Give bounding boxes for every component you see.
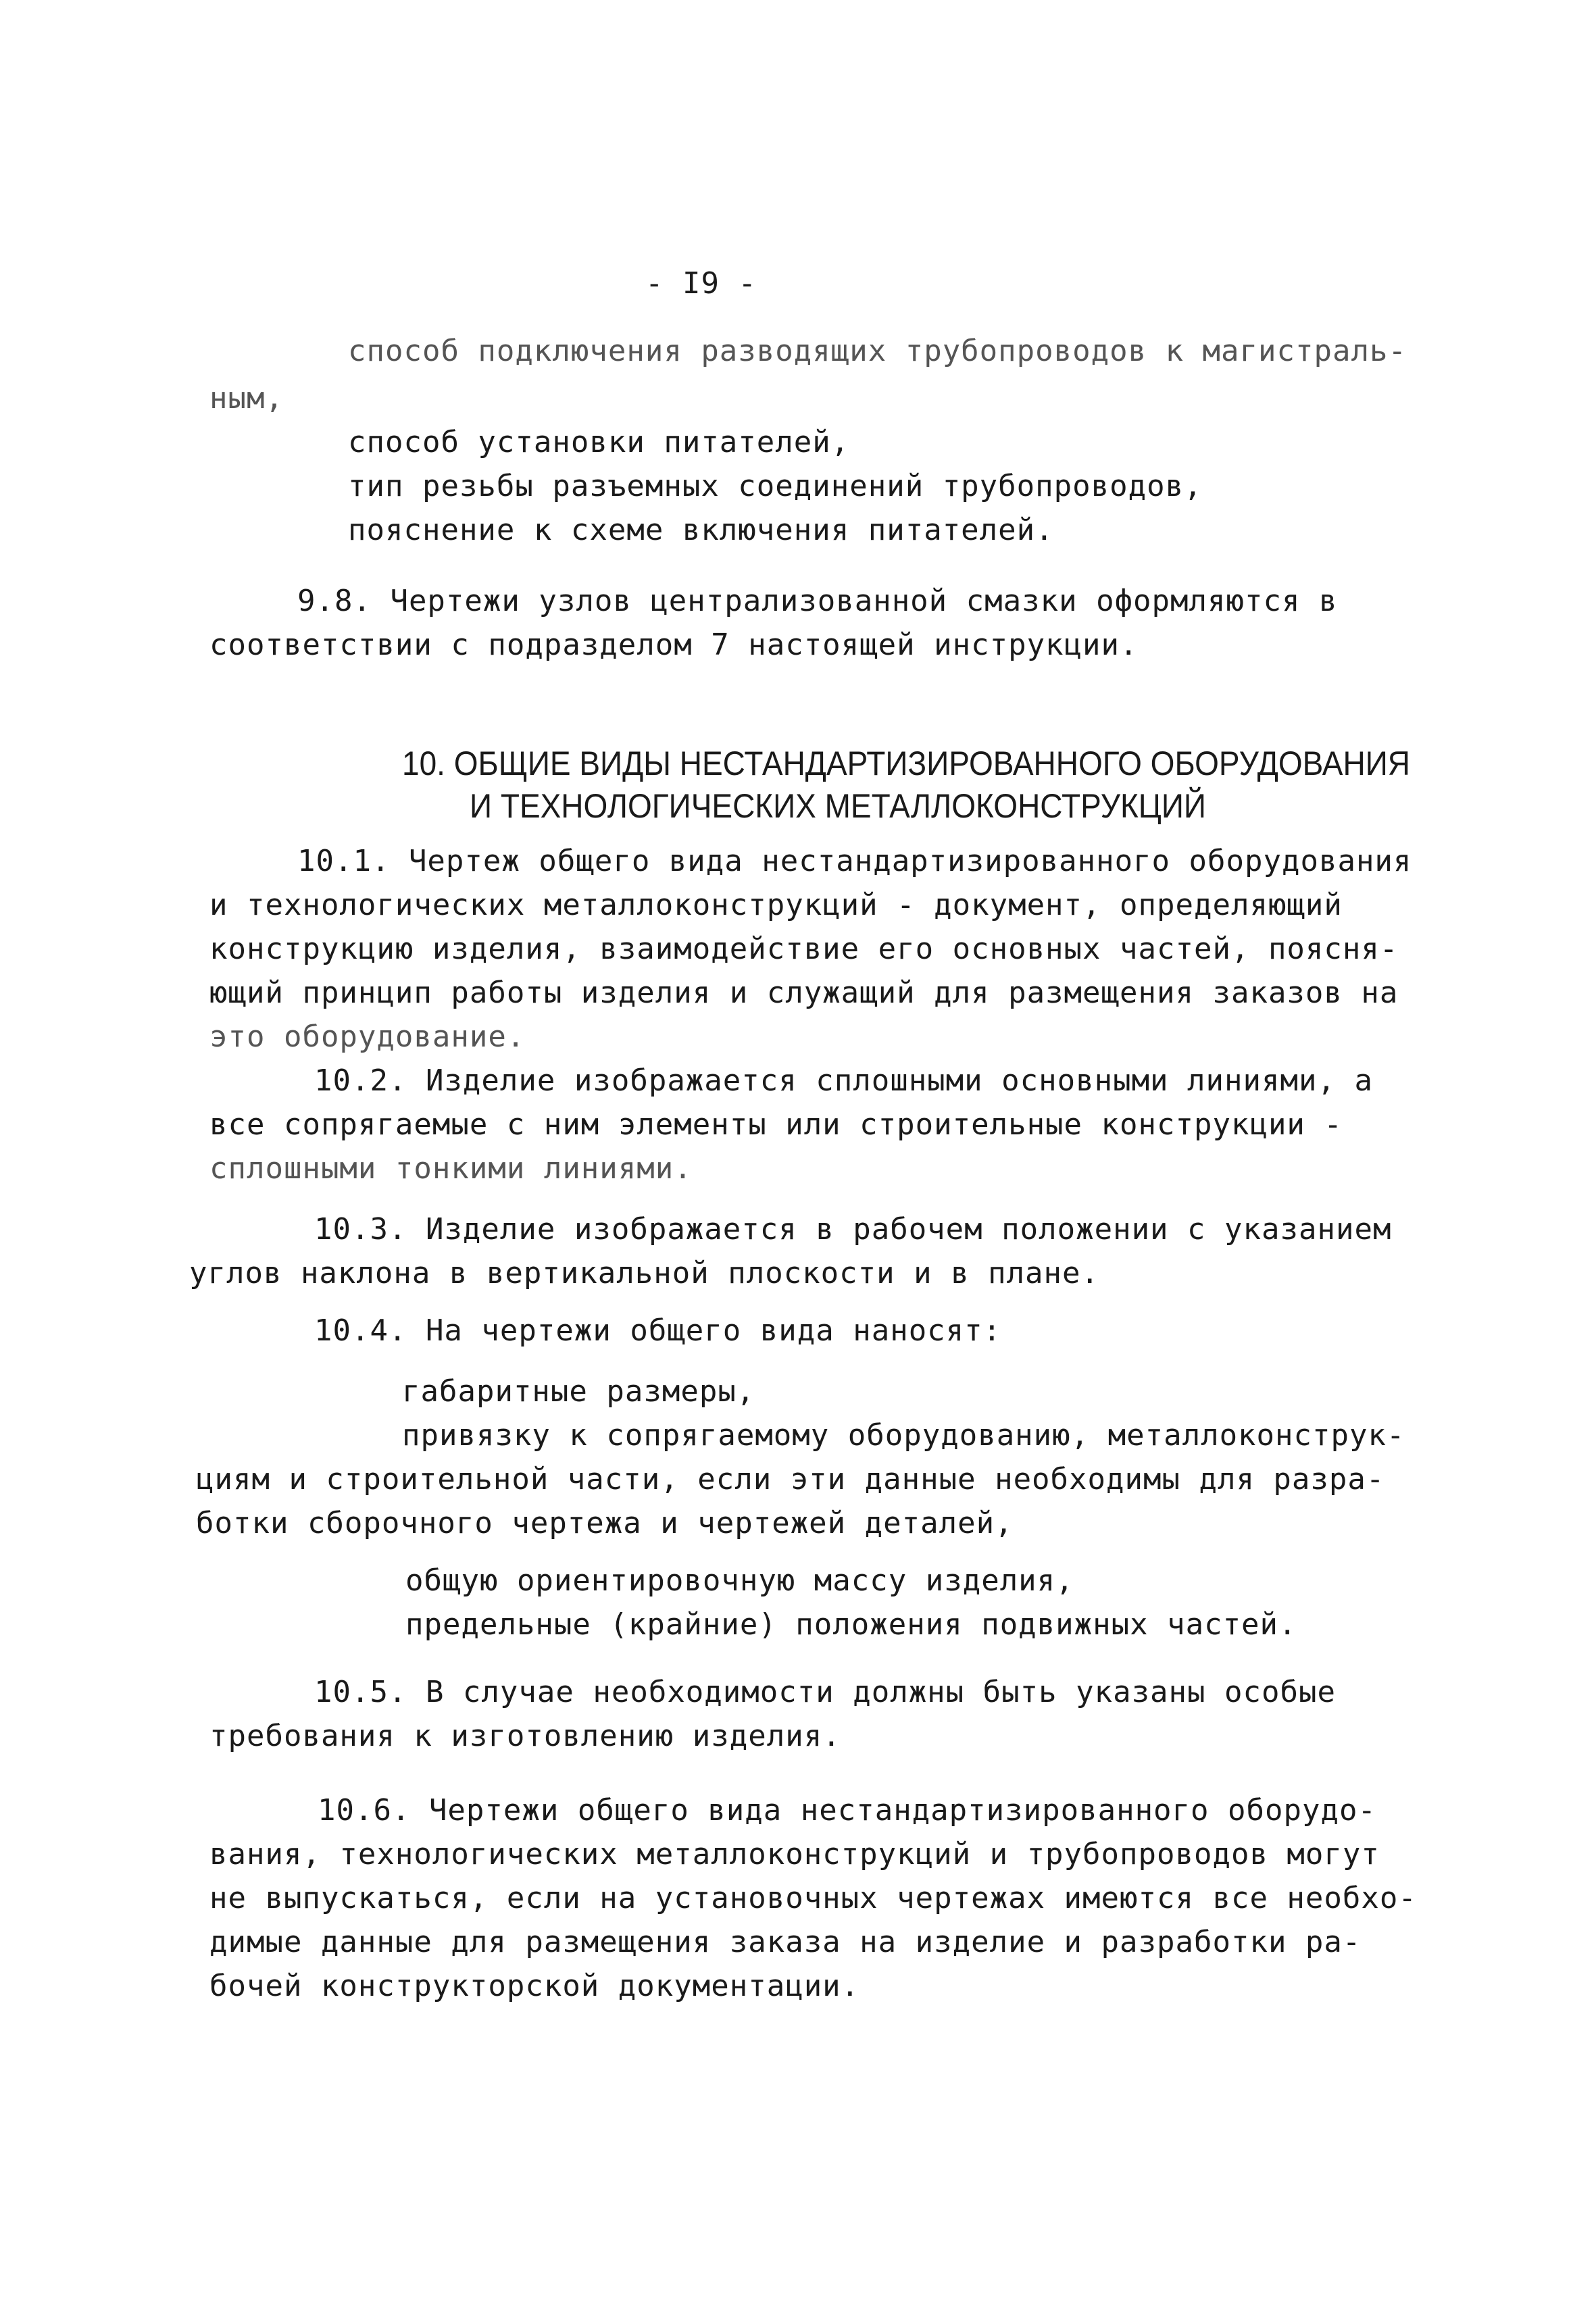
paragraph-10-4-line1: 10.4. На чертежи общего вида наносят: (314, 1313, 1002, 1348)
paragraph-10-5-line1: 10.5. В случае необходимости должны быть указаны особые (314, 1675, 1336, 1709)
section-title-line2: И ТЕХНОЛОГИЧЕСКИХ МЕТАЛЛОКОНСТРУКЦИЙ (470, 787, 1206, 825)
paragraph-10-3-line2: углов наклона в вертикальной плоскости и в плане. (189, 1256, 1100, 1290)
paragraph-10-1-line5: это оборудование. (209, 1020, 526, 1054)
paragraph-10-1-line3: конструкцию изделия, взаимодействие его основных частей, поясня- (209, 932, 1399, 966)
list-intro-line1: способ подключения разводящих трубопроводов к магистраль- (348, 334, 1407, 368)
list-item: ботки сборочного чертежа и чертежей деталей, (196, 1506, 1014, 1540)
list-item: общую ориентировочную массу изделия, (405, 1563, 1074, 1598)
paragraph-10-6-line3: не выпускаться, если на установочных чертежах имеются все необхо- (209, 1881, 1417, 1915)
list-item: привязку к сопрягаемому оборудованию, металлоконструк- (402, 1418, 1405, 1453)
paragraph-10-6-line1: 10.6. Чертежи общего вида нестандартизированного оборудо- (318, 1793, 1376, 1828)
paragraph-10-1-line1: 10.1. Чертеж общего вида нестандартизированного оборудования (297, 844, 1412, 878)
section-title-line1: 10. ОБЩИЕ ВИДЫ НЕСТАНДАРТИЗИРОВАННОГО ОБОРУДОВАНИЯ (402, 745, 1410, 782)
list-item: тип резьбы разъемных соединений трубопроводов, (348, 469, 1203, 503)
list-item: предельные (крайние) положения подвижных частей. (405, 1607, 1297, 1642)
paragraph-9-8-line1: 9.8. Чертежи узлов централизованной смазки оформляются в (297, 584, 1338, 618)
page-number: - I9 - (645, 266, 757, 301)
paragraph-10-5-line2: требования к изготовлению изделия. (209, 1719, 841, 1753)
paragraph-10-6-line5: бочей конструкторской документации. (209, 1969, 860, 2003)
list-item: циям и строительной части, если эти данные необходимы для разра- (196, 1462, 1385, 1496)
list-item: способ установки питателей, (348, 425, 850, 459)
list-intro-line2: ным, (209, 381, 284, 416)
paragraph-10-6-line2: вания, технологических металлоконструкций и трубопроводов могут (209, 1837, 1380, 1871)
paragraph-10-1-line4: ющий принцип работы изделия и служащий для размещения заказов на (209, 976, 1399, 1010)
paragraph-10-3-line1: 10.3. Изделие изображается в рабочем положении с указанием (314, 1212, 1392, 1247)
paragraph-9-8-line2: соответствии с подразделом 7 настоящей инструкции. (209, 628, 1139, 662)
paragraph-10-2-line3: сплошными тонкими линиями. (209, 1151, 693, 1186)
list-item: габаритные размеры, (402, 1374, 755, 1409)
list-item: пояснение к схеме включения питателей. (348, 513, 1054, 547)
paragraph-10-2-line1: 10.2. Изделие изображается сплошными основными линиями, а (314, 1063, 1373, 1098)
paragraph-10-2-line2: все сопрягаемые с ним элементы или строительные конструкции - (209, 1107, 1343, 1142)
paragraph-10-6-line4: димые данные для размещения заказа на изделие и разработки ра- (209, 1925, 1362, 1959)
paragraph-10-1-line2: и технологических металлоконструкций - документ, определяющий (209, 888, 1343, 922)
